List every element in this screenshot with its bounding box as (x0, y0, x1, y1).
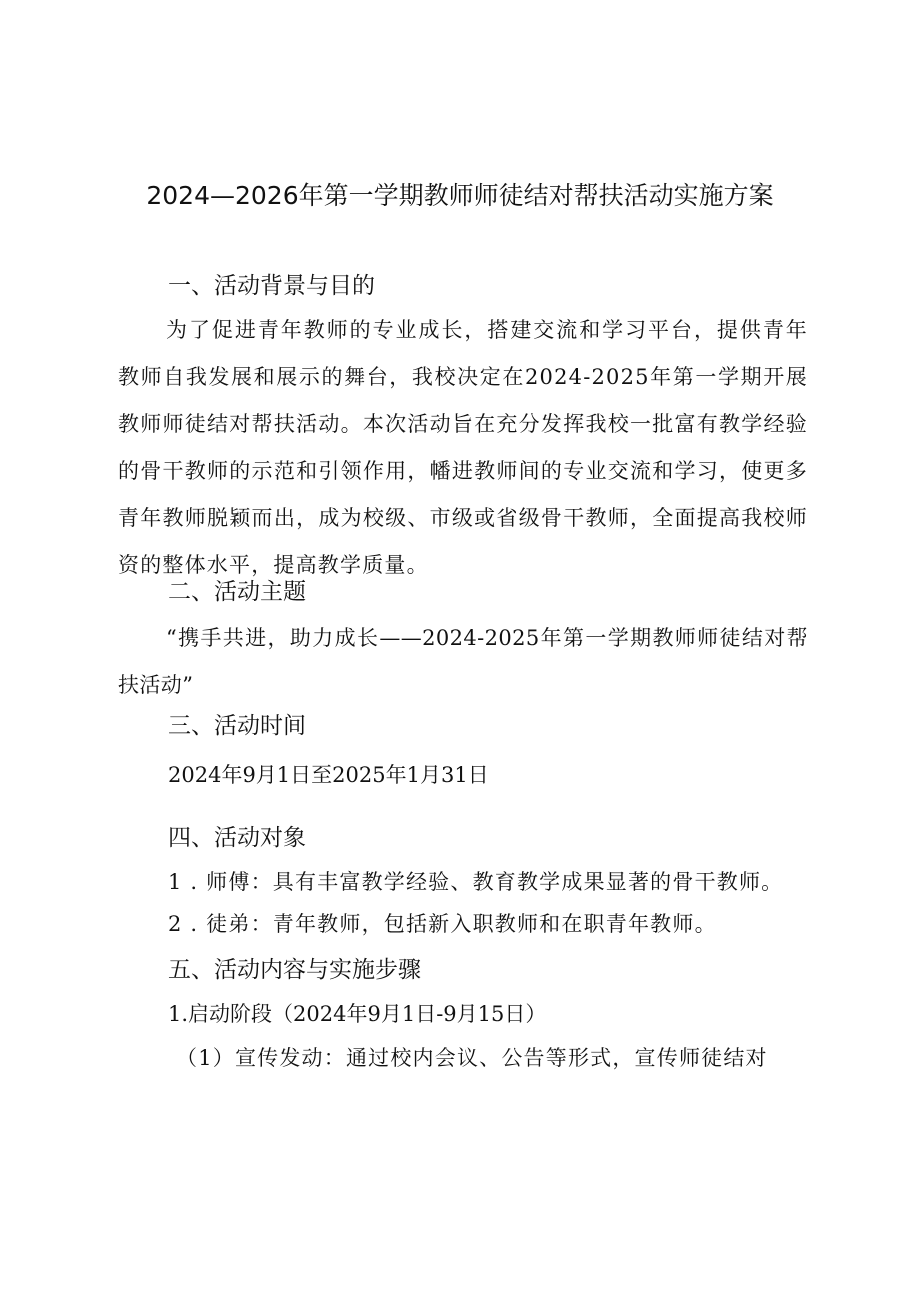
background-paragraph: 为了促进青年教师的专业成长，搭建交流和学习平台，提供青年教师自我发展和展示的舞台，我校决定在2024-2025年第一学期开展教师师徒结对帮扶活动。本次活动旨在充分发挥我校一批富有教学经验的骨干教师的示范和引领作用，幡进教师间的专业交流和学习，使更多青年教师脱颖而出，成为校级、市级或省级骨干教师，全面提高我校师资的整体水平，提高教学质量。 (118, 318, 808, 577)
step1-line: （1）宣传发动：通过校内会议、公告等形式，宣传师徒结对 (176, 1046, 768, 1070)
target-item-mentor: 1 . 师傅：具有丰富教学经验、教育教学成果显著的骨干教师。 (168, 870, 784, 894)
stage1-line: 1.启动阶段（2024年9月1日-9月15日） (168, 1002, 547, 1026)
target-item-apprentice: 2 . 徒弟：青年教师，包括新入职教师和在职青年教师。 (168, 912, 717, 936)
document-title: 2024—2026年第一学期教师师徒结对帮扶活动实施方案 (146, 181, 774, 210)
theme-paragraph: “携手共进，助力成长——2024-2025年第一学期教师师徒结对帮扶活动” (118, 626, 808, 697)
section-heading-background: 一、活动背景与目的 (168, 273, 375, 299)
section-heading-content: 五、活动内容与实施步骤 (168, 957, 421, 983)
activity-time-text: 2024年9月1日至2025年1月31日 (168, 763, 489, 787)
section-heading-target: 四、活动对象 (168, 825, 306, 851)
section-heading-theme: 二、活动主题 (168, 579, 306, 605)
section-heading-time: 三、活动时间 (168, 713, 306, 739)
